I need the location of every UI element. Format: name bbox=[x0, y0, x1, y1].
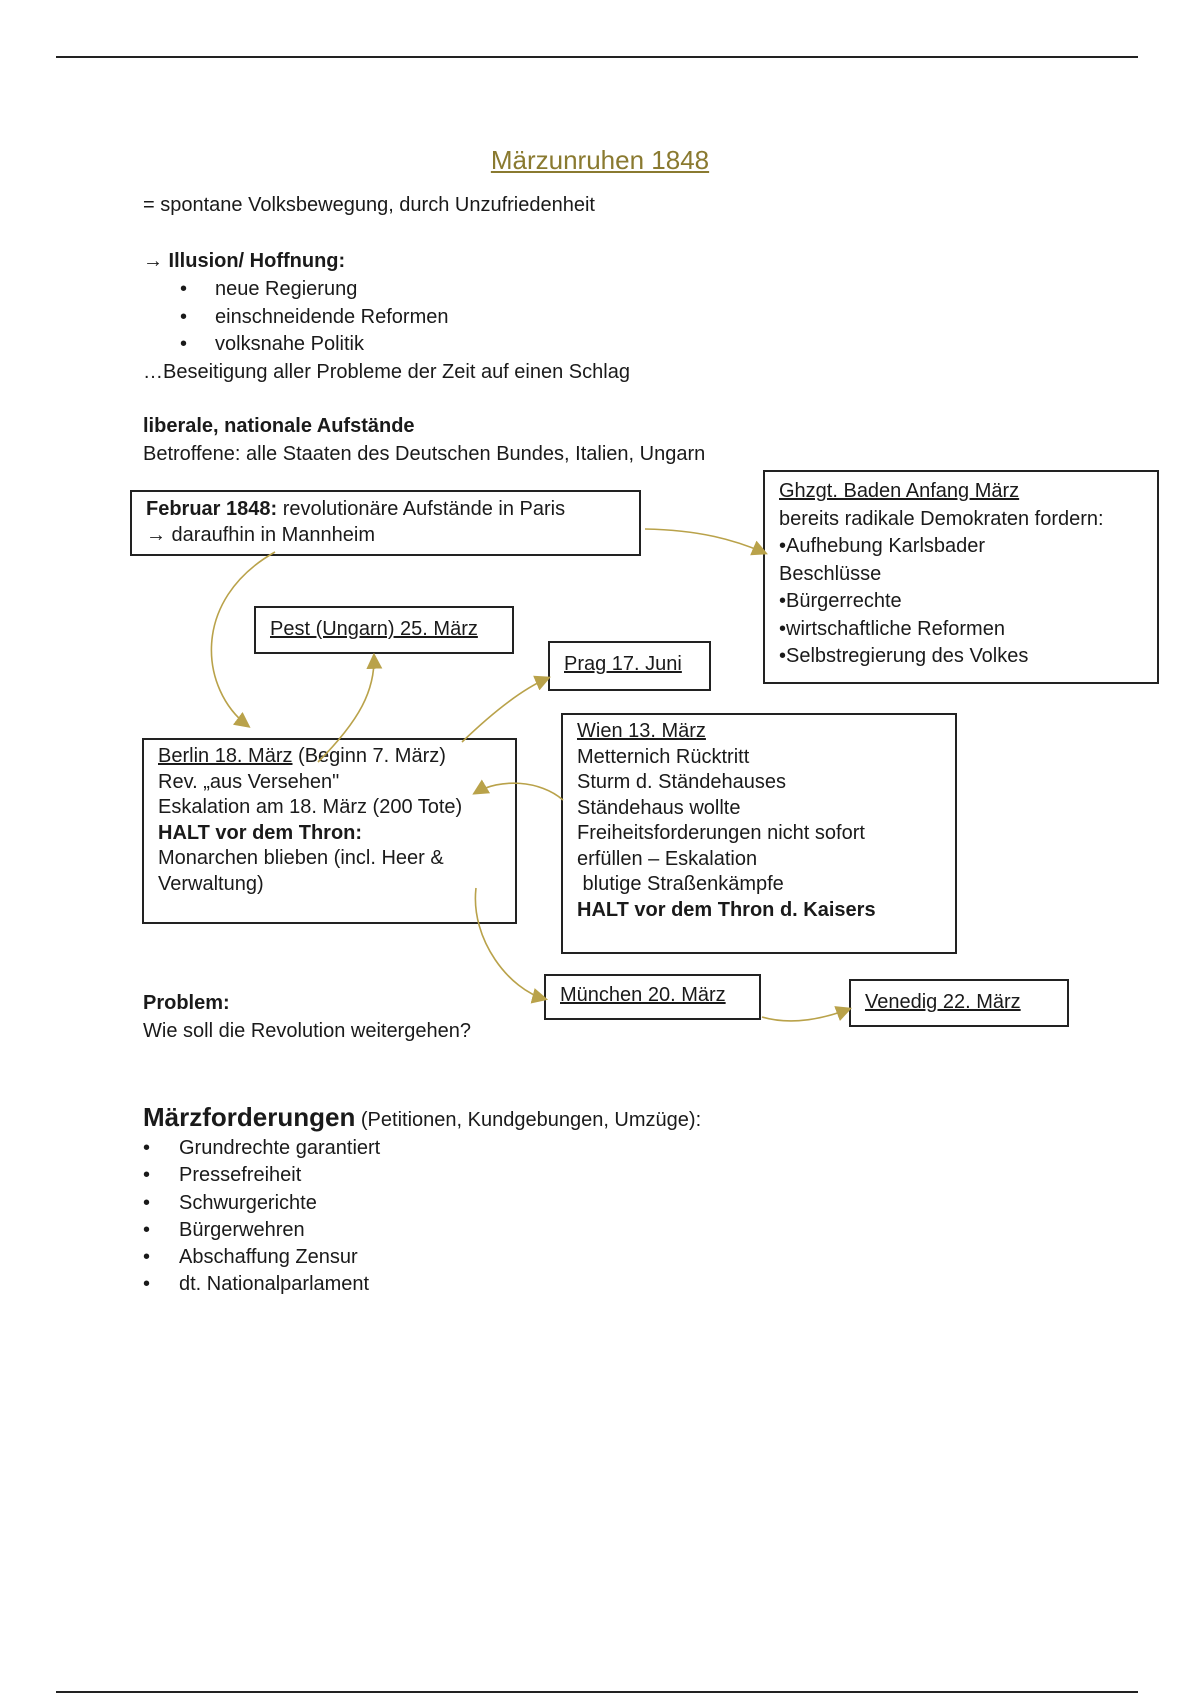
list-item: Grundrechte garantiert bbox=[179, 1137, 381, 1159]
arrow-berlin-to-pest bbox=[318, 656, 374, 762]
list-item: Bürgerwehren bbox=[179, 1219, 305, 1241]
box-venedig: Venedig 22. März bbox=[849, 979, 1069, 1027]
problem-heading: Problem: bbox=[143, 992, 230, 1014]
arrow-muenchen-to-venedig bbox=[762, 1009, 849, 1021]
list-item: einschneidende Reformen bbox=[215, 306, 449, 328]
illusion-heading: → Illusion/ Hoffnung: bbox=[143, 250, 346, 272]
arrow-feb-to-berlin bbox=[211, 552, 275, 726]
arrow-berlin-to-prag bbox=[462, 678, 548, 742]
arrow-berlin-to-muenchen bbox=[475, 888, 545, 999]
box-prag: Prag 17. Juni bbox=[548, 641, 711, 691]
page-title: Märzunruhen 1848 bbox=[490, 145, 710, 175]
uprisings-heading: liberale, nationale Aufstände bbox=[143, 415, 415, 437]
arrow-wien-to-berlin bbox=[475, 783, 563, 800]
problem-question: Wie soll die Revolution weitergehen? bbox=[143, 1020, 471, 1042]
demands-heading: Märzforderungen (Petitionen, Kundgebungen, Umzüge): bbox=[143, 1102, 702, 1132]
list-item: Abschaffung Zensur bbox=[179, 1246, 358, 1268]
arrow-feb-to-baden bbox=[645, 529, 765, 553]
list-item: dt. Nationalparlament bbox=[179, 1273, 370, 1295]
list-item: Pressefreiheit bbox=[179, 1164, 302, 1186]
uprisings-affected: Betroffene: alle Staaten des Deutschen Bundes, Italien, Ungarn bbox=[143, 443, 706, 465]
box-muenchen: München 20. März bbox=[544, 974, 761, 1020]
list-item: volksnahe Politik bbox=[215, 333, 364, 355]
box-february: Februar 1848: revolutionäre Aufstände in Paris → daraufhin in Mannheim bbox=[130, 490, 641, 556]
illusion-conclusion: …Beseitigung aller Probleme der Zeit auf einen Schlag bbox=[143, 361, 630, 383]
list-item: Schwurgerichte bbox=[179, 1192, 317, 1214]
box-berlin: Berlin 18. März (Beginn 7. März) Rev. „aus Versehen" Eskalation am 18. März (200 Tote) HALT vor dem Thron: Monarchen blieben (incl. Heer & Verwaltung) bbox=[142, 738, 517, 924]
box-baden: Ghzgt. Baden Anfang März bereits radikale Demokraten fordern: •Aufhebung Karlsbader Beschlüsse •Bürgerrechte •wirtschaftliche Reformen •Selbstregierung des Volkes bbox=[763, 470, 1159, 684]
list-item: neue Regierung bbox=[215, 278, 358, 300]
box-wien: Wien 13. März Metternich Rücktritt Sturm d. Ständehauses Ständehaus wollte Freiheitsforderungen nicht sofort erfüllen – Eskalation blutige Straßenkämpfe HALT vor dem Thron d. Kaisers bbox=[561, 713, 957, 954]
definition: = spontane Volksbewegung, durch Unzufriedenheit bbox=[143, 194, 595, 216]
box-pest: Pest (Ungarn) 25. März bbox=[254, 606, 514, 654]
